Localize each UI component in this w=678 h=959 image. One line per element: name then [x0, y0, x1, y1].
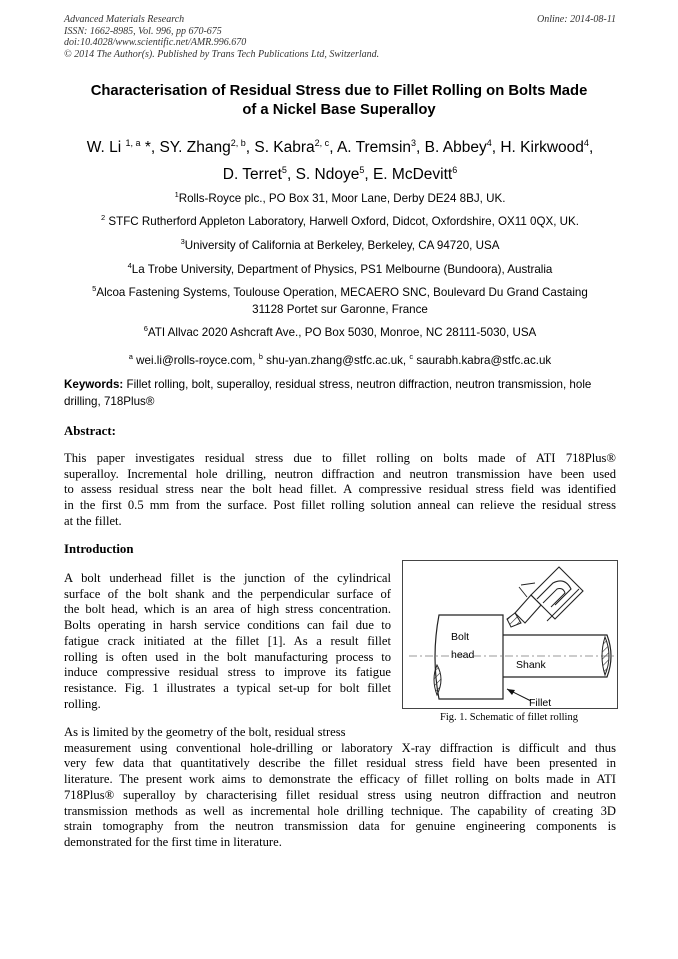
author-line-2 — [40, 159, 640, 186]
affiliation-sup: 2 — [101, 213, 106, 222]
figure-1-caption: Fig. 1. Schematic of fillet rolling — [440, 712, 578, 723]
intro-line: measurement using conventional hole-drilling or laboratory X-ray diffraction is difficult and thus — [64, 740, 616, 755]
affiliation-sup: 1 — [174, 190, 179, 199]
author-name: B. Abbey — [424, 139, 487, 157]
affiliation-4 — [40, 257, 640, 278]
author-name: H. Kirkwood — [500, 139, 584, 157]
intro-line: rolling is often used in the bolt manufacturing process to — [64, 649, 391, 664]
label-shank: Shank — [516, 659, 546, 671]
label-head: head — [451, 649, 475, 661]
abstract-line: to assess residual stress near the bolt head fillet. A compressive residual stress field was identified — [64, 482, 616, 497]
journal-header — [64, 14, 616, 60]
abstract-heading: Abstract: — [64, 424, 116, 438]
author-sep: *, — [140, 139, 160, 157]
affiliation-sup: 6 — [143, 324, 148, 333]
author-sep: , — [245, 139, 255, 157]
abstract-body — [64, 451, 616, 530]
affiliation-3 — [40, 233, 640, 254]
author-sup: 5 — [359, 165, 365, 176]
keywords-label: Keywords: — [64, 378, 124, 391]
author-sep: , — [491, 139, 501, 157]
author-sep: , — [329, 139, 337, 157]
email-sup: c — [409, 352, 414, 361]
affiliation-sup: 5 — [92, 284, 97, 293]
email-link[interactable]: wei.li@rolls-royce.com, — [132, 353, 259, 367]
intro-line: transmission methods as well as incremental hole drilling technique. The capability of creating 3D — [64, 803, 616, 818]
author-sep: , — [416, 139, 425, 157]
author-name: A. Tremsin — [336, 139, 412, 157]
email-link[interactable]: shu-yan.zhang@stfc.ac.uk, — [262, 353, 410, 367]
intro-line: rolling. — [64, 696, 101, 711]
author-sup: 4 — [486, 138, 492, 148]
author-name: E. McDevitt — [372, 166, 453, 184]
title-line: of a Nickel Base Superalloy — [242, 102, 436, 118]
affiliation-1 — [40, 186, 640, 207]
author-sup: 4 — [583, 138, 589, 148]
email-link[interactable]: saurabh.kabra@stfc.ac.uk — [413, 353, 552, 367]
abstract-line: This paper investigates residual stress due to fillet rolling on bolts made of ATI 718Plus® — [64, 451, 616, 465]
introduction-paragraph-2 — [64, 725, 616, 851]
affiliation-text: University of California at Berkeley, Berkeley, CA 94720, USA — [184, 238, 500, 252]
affiliation-text: ATI Allvac 2020 Ashcraft Ave., PO Box 5030, Monroe, NC 28111-5030, USA — [147, 325, 537, 339]
affiliation-line — [40, 280, 640, 301]
intro-line: As is limited by the geometry of the bolt, residual stress — [64, 725, 346, 739]
author-sup: 1, a — [125, 138, 141, 148]
affiliation-text: STFC Rutherford Appleton Laboratory, Harwell Oxford, Didcot, Oxfordshire, OX11 0QX, UK. — [105, 214, 579, 228]
journal-issn: ISSN: 1662-8985, Vol. 996, pp 670-675 — [64, 25, 222, 37]
intro-line: fatigue crack initiated at the fillet [1]. As a result fillet — [64, 633, 391, 648]
author-name: SY. Zhang — [159, 139, 231, 157]
author-sep: , — [364, 166, 373, 184]
author-name: S. Ndoye — [295, 166, 360, 184]
fillet-rolling-diagram — [403, 561, 617, 708]
abstract-line: superalloy. Incremental hole drilling, neutron diffraction and neutron transmission have been used — [64, 466, 616, 481]
paper-title — [60, 82, 618, 120]
affiliation-sup: 4 — [127, 261, 132, 270]
figure-1-fillet-rolling-schematic — [402, 560, 618, 709]
author-sup: 2, b — [230, 138, 246, 148]
introduction-paragraph-1 — [64, 571, 391, 712]
author-sup: 6 — [452, 165, 458, 176]
intro-line: the bolt head, which is an area of high stress concentration. — [64, 602, 391, 617]
author-sep: , — [286, 166, 296, 184]
author-list — [40, 132, 640, 186]
affiliation-line: 31128 Portet sur Garonne, France — [252, 302, 428, 316]
author-sep: , — [588, 139, 594, 157]
online-date: Online: 2014-08-11 — [537, 14, 616, 25]
affiliation-2 — [40, 209, 640, 230]
email-sup: b — [258, 352, 263, 361]
affiliation-6 — [40, 320, 640, 341]
intro-line: Bolts operating in harsh service conditions can fail due to — [64, 618, 391, 633]
author-name: D. Terret — [222, 166, 282, 184]
intro-line: induce compressive residual stress to improve its fatigue — [64, 665, 391, 680]
introduction-heading: Introduction — [64, 542, 134, 556]
keywords-text: Fillet rolling, bolt, superalloy, residual stress, neutron diffraction, neutron transmission, hole drilling, 718Plus® — [64, 378, 592, 408]
shank-hatch — [602, 637, 609, 675]
affiliation-5 — [40, 280, 640, 318]
email-list — [40, 348, 640, 369]
head-hatch — [434, 665, 441, 695]
intro-line: very few data that quantitatively describe the fillet residual stress field have been presented in — [64, 756, 616, 771]
intro-line: literature. The present work aims to demonstrate the efficacy of fillet rolling on bolts made in ATI — [64, 772, 616, 787]
author-sup: 3 — [411, 138, 417, 148]
intro-line: A bolt underhead fillet is the junction of the cylindrical — [64, 571, 391, 585]
affiliation-sup: 3 — [180, 237, 185, 246]
affiliation-text: Alcoa Fastening Systems, Toulouse Operation, MECAERO SNC, Boulevard Du Grand Castaing — [96, 285, 588, 299]
author-sup: 2, c — [314, 138, 330, 148]
affiliation-text: Rolls-Royce plc., PO Box 31, Moor Lane, Derby DE24 8BJ, UK. — [178, 191, 506, 205]
journal-name: Advanced Materials Research — [64, 14, 185, 25]
journal-doi: doi:10.4028/www.scientific.net/AMR.996.670 — [64, 37, 247, 48]
keywords — [64, 376, 616, 410]
intro-line: 718Plus® superalloy by characterising fillet residual stress using neutron diffraction and neutron — [64, 787, 616, 802]
fillet-arrowhead — [507, 689, 515, 695]
email-sup: a — [128, 352, 133, 361]
author-sup: 5 — [281, 165, 287, 176]
title-line: Characterisation of Residual Stress due to Fillet Rolling on Bolts Made — [90, 83, 588, 99]
author-name: S. Kabra — [254, 139, 315, 157]
label-bolt: Bolt — [451, 631, 470, 643]
intro-line: resistance. Fig. 1 illustrates a typical set-up for bolt fillet — [64, 680, 391, 695]
abstract-line: in the first 0.5 mm from the surface. Post fillet rolling solution anneal can relieve the residual stress — [64, 498, 616, 513]
author-line-1 — [40, 132, 640, 159]
intro-line: surface of the bolt shank and the perpendicular surface of — [64, 586, 391, 601]
copyright-notice: © 2014 The Author(s). Published by Trans Tech Publications Ltd, Switzerland. — [64, 48, 380, 60]
author-name: W. Li — [86, 139, 122, 157]
intro-line: strain tomography from the neutron transmission data for genuine engineering components is — [64, 819, 616, 834]
affiliation-text: La Trobe University, Department of Physics, PS1 Melbourne (Bundoora), Australia — [131, 262, 553, 276]
label-fillet: Fillet — [529, 697, 552, 709]
roller-tool — [507, 567, 583, 627]
abstract-line: at the fillet. — [64, 513, 122, 528]
intro-line: demonstrated for the first time in literature. — [64, 834, 282, 849]
